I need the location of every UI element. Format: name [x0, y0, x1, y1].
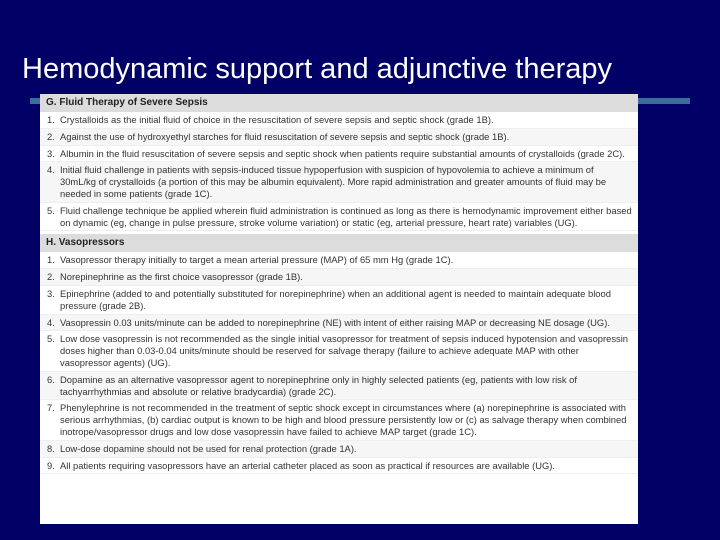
item-number: 7.: [47, 402, 55, 414]
item-text: Against the use of hydroxyethyl starches for fluid resuscitation of severe sepsis and septic shock (grade 1B).: [60, 130, 510, 142]
section-heading-vasopressors: H. Vasopressors: [40, 234, 638, 252]
item-text: Crystalloids as the initial fluid of choice in the resuscitation of severe sepsis and septic shock (grade 1B).: [60, 114, 494, 125]
list-item: [40, 286, 638, 315]
item-number: 4.: [47, 164, 55, 176]
item-number: 1.: [47, 254, 55, 266]
section-heading-fluid-therapy: G. Fluid Therapy of Severe Sepsis: [40, 94, 638, 112]
item-text: Dopamine as an alternative vasopressor agent to norepinephrine only in highly selected patients (eg, patients with low risk of tachyarrhythmias and absolute or relative bradycardia) (grade 2C).: [60, 373, 577, 397]
item-text: Phenylephrine is not recommended in the treatment of septic shock except in circumstances where (a) norepinephrine is associated with serious arrhythmias, (b) cardiac output is known to be high and blood pressure persistently low or (c) as salvage therapy when combined inotrope/vasopressor drugs and low dose vasopressin have failed to achieve MAP target (grade 1C).: [60, 402, 627, 437]
item-text: All patients requiring vasopressors have an arterial catheter placed as soon as practical if resources are available (UG).: [60, 459, 556, 471]
item-text: Vasopressor therapy initially to target a mean arterial pressure (MAP) of 65 mm Hg (grade 1C).: [60, 254, 454, 266]
item-number: 2.: [47, 130, 55, 142]
list-item: [40, 162, 638, 202]
list-item: [40, 252, 638, 269]
list-item: [40, 146, 638, 163]
recommendations-panel: [40, 94, 638, 524]
list-item: [40, 400, 638, 440]
item-number: 5.: [47, 333, 55, 345]
list-item: [40, 269, 638, 286]
list-item: [40, 441, 638, 458]
fluid-therapy-list: [40, 112, 638, 231]
list-item: [40, 112, 638, 129]
slide-title: Hemodynamic support and adjunctive therapy: [22, 53, 612, 85]
item-number: 2.: [47, 271, 55, 283]
list-item: [40, 203, 638, 232]
item-text: Norepinephrine as the first choice vasopressor (grade 1B).: [60, 271, 303, 283]
item-text: Vasopressin 0.03 units/minute can be added to norepinephrine (NE) with intent of either raising MAP or decreasing NE dosage (UG).: [60, 316, 610, 328]
item-number: 1.: [47, 114, 55, 125]
item-text: Low-dose dopamine should not be used for renal protection (grade 1A).: [60, 442, 357, 454]
item-number: 8.: [47, 442, 55, 454]
vasopressors-list: [40, 252, 638, 474]
item-text: Albumin in the fluid resuscitation of severe sepsis and septic shock when patients require substantial amounts of crystalloids (grade 2C).: [60, 147, 625, 159]
item-text: Epinephrine (added to and potentially substituted for norepinephrine) when an additional agent is needed to maintain adequate blood pressure (grade 2B).: [60, 287, 611, 311]
item-number: 3.: [47, 287, 55, 299]
list-item: [40, 458, 638, 475]
item-number: 3.: [47, 147, 55, 159]
item-number: 9.: [47, 459, 55, 471]
item-text: Initial fluid challenge in patients with sepsis-induced tissue hypoperfusion with suspicion of hypovolemia to achieve a minimum of 30mL/kg of crystalloids (a portion of this may be albumin equivalent). More rapid administration and greater amounts of fluid may be needed in some patients (grade 1C).: [60, 164, 607, 199]
list-item: [40, 372, 638, 401]
list-item: [40, 129, 638, 146]
item-number: 4.: [47, 316, 55, 328]
item-text: Low dose vasopressin is not recommended as the single initial vasopressor for treatment of sepsis induced hypotension and vasopressin doses higher than 0.03-0.04 units/minute should be reserved for salvage therapy (failure to achieve adequate MAP with other vasopressor agents) (UG).: [60, 333, 629, 368]
item-text: Fluid challenge technique be applied wherein fluid administration is continued as long as there is hemodynamic improvement either based on dynamic (eg, change in pulse pressure, stroke volume variation) or static (eg, arterial pressure, heart rate) variables (UG).: [60, 204, 632, 228]
item-number: 5.: [47, 204, 55, 216]
list-item: [40, 315, 638, 332]
item-number: 6.: [47, 373, 55, 385]
list-item: [40, 331, 638, 371]
